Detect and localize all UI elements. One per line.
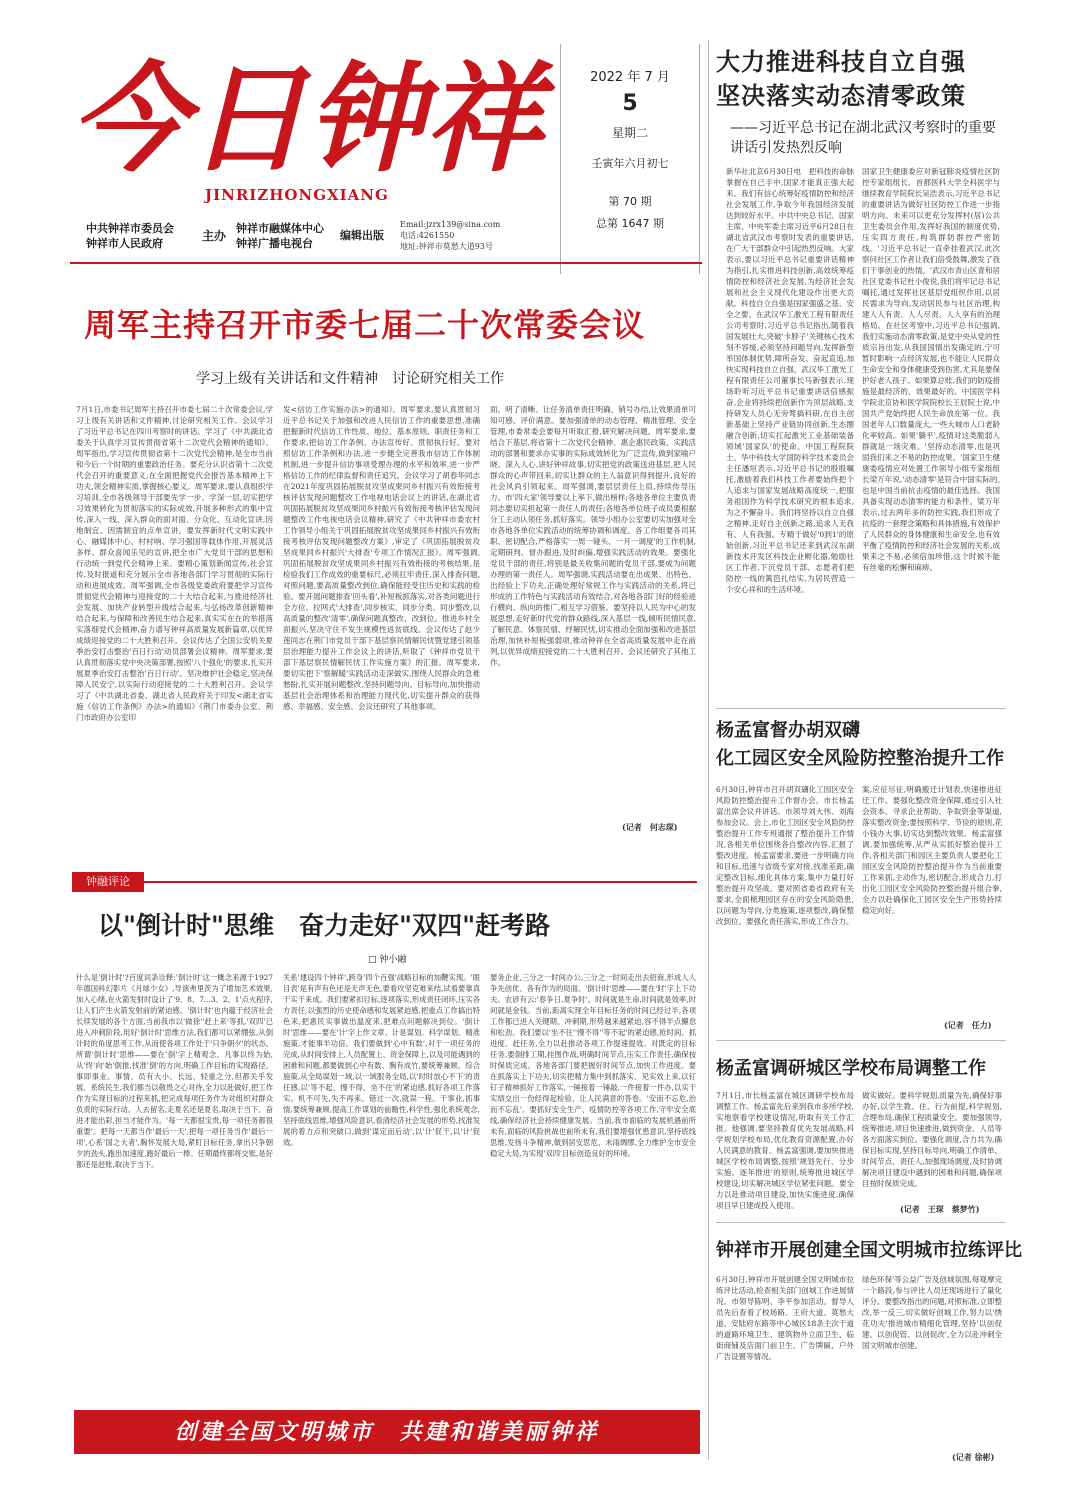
commentary-section-tag: 钟融评论: [72, 872, 144, 892]
masthead-rule: [70, 262, 702, 264]
date-lunar: 壬寅年六月初七: [591, 157, 669, 170]
article4-top-rule: [716, 1222, 1006, 1223]
masthead-pinyin: JINRIZHONGXIANG: [205, 186, 389, 204]
top-right-headline-line2: 坚决落实动态清零政策: [716, 82, 966, 110]
top-right-subhead: ——习近平总书记在湖北武汉考察时的重要讲话引发热烈反响: [730, 120, 996, 156]
commentary-author: □ 钟小融: [368, 955, 407, 965]
top-right-col1: 新华社北京6月30日电 把科技的命脉掌握在自己手中,国家才能真正强大起来。我们有信心统筹好疫情防控和经济社会发展工作,争取今年我国经济发展达到较好水平。中共中央总书记、国家主席、中央军委主席习近平6月28日在湖北省武汉市考察时发表的重要讲话,在广大干部群众中引起热烈反响。大家表示,要以习近平总书记重要讲话精神为指引,扎实推进科技创新,高效统筹疫情防控和经济社会发展,为经济社会发展和社会主义现代化建设作出更大贡献。科技自立自强是国家强盛之基、安全之要。在武汉华工激光工程有限责任公司考察时,习近平总书记指出,随着我国发展壮大,突破'卡脖子'关键核心技术刻不容缓,必须坚持问题导向,发挥新型举国体制优势,障所奋发、奋起直追,加快实现科技自立自强。武汉华工激光工程有限责任公司董事长马新强表示,现场聆听习近平总书记重要讲话倍感振奋,企业将持续把创新作为顶层战略,支持研发人员心无旁骛搞科研,在自主创新基础上坚持产业链协同创新,生态圈融合创新,切实扛起激光工业基础装备领域'国家队'的使命。中国工程院院士、华中科技大学国防科学技术委员会主任潘垣表示,习近平总书记的殷殷嘱托,激励着我们科技工作者要始终把个人追求与国家发展战略高度统一,把服务祖国作为科学技术研究的根本追求,为之不懈奋斗。我们将坚持以自立自强之精神,走好自主创新之路,追求人无我有、人有我强。专精于做好'0到1'的原始创新,习近平总书记还来到武汉东湖新技术开发区科技企业孵化器,勉励社区工作者,下沉党员干部、志愿者们把防控一线的篱笆扎结实,为居民营造一个安心祥和的生活环境。: [726, 167, 854, 594]
lead-col1: 7月1日,市委书记周军主持召开市委七届二十次常委会议,学习上级有关讲话和文件精神,讨论研究相关工作。会议学习了习近平总书记在四川考察时的讲话。学习了《中共湖北省委关于认真学习宣传贯彻省第十二次党代会精神的通知》。周军指出,学习宣传贯彻省第十二次党代会精神,是全市当前和今后一个时期的重要政治任务。要充分认识省第十二次党代会召开的重要意义,在全面把握党代会报告基本精神上下功夫,领会精神实质,掌握核心要义。周军要求,要认真组织学习培训,全市各级领导干部要先学一步、学深一层,切实把学习效果转化为贯彻落实的实际成效,开展多种形式的集中宣传,深入一线、深入群众的面对面、分众化、互动化宣讲,因地制宜、因需制宜的点单宣讲。要发挥新时代文明实践中心、融媒体中心、村村响、学习强国等载体作用,开展灵活多样、群众喜闻乐见的宣讲,把全市广大党员干部的思想和行动统一到党代会精神上来。要精心策划新闻宣传,社会宣传,及时报道和充分展示全市各地各部门学习贯彻的实际行动和进展成效。周军强调,全市各级党委政府要把学习宣传贯彻党代会精神与迎接党的二十大结合起来,与推进经济社会发展、加快产业转型升级结合起来,与弘扬改革创新精神结合起来,与保障和改善民生结合起来,真实实在在的举措落实落细党代会精神,奋力谱写钟祥高质量发展新篇章,以优异成绩迎接党的二十大胜利召开。会议传达了全国公安机关夏季治安打击整治'百日行动'动员部署会议精神。周军要求,要认真贯彻落实党中央决策部署,按照'八个强化'的要求,扎实开展夏季治安打击整治'百日行动'。坚决维护社会稳定,坚决保障人民安宁,以实际行动迎接党的二十大胜利召开。会议学习了《中共湖北省委、湖北省人民政府关于印发<湖北省实施《信访工作条例》办法>的通知》《荆门市委办公室、荆门市政府办公室印: [76, 405, 273, 722]
date-year-month: 2022 年 7 月: [590, 70, 670, 85]
commentary-col1: 什么是'倒计时'?百度词条诠释:'倒计时'这一概念来源于1927年德国科幻影片《月球少女》,导演弗里茨为了增加艺术效果,加入心绪,在火箭发射时设计了'9、8、7...3、2、1'点火程序,让人们产生火箭发射前的紧迫感。'倒计时'也内蕴于经济社会长续发展的各个方面,当前我市以'做徐''赶上来'等抓,'双四'已进入冲刺阶段,用好'倒计时'思维方法,我们都可以紧绷弦,从倒计时的角度思考工作,从而使各项工作处于'只争朝夕'的状态。所谓'倒计时'思维——要在'倒'字上精观念。凡事以终为始,从'终'向'始'倒推,找准'倒'的方向,明确工作目标的实现路径。事即事业。事情、员有大小。长远、轻重之分,但都关乎发展、系统民生,我们都当以敬畏之心对待,全力以赴做好,把工作作为实现目标的过程来抓,把完成每项任务作为对组织对群众负责的实际行动。人去留名,走夏名还是夏名,取决于当下。奋进才能出彩,担当才能作为。'每一天都很宝贵,每一项任务都很重要'。把每一天都当作'最后一天',把每一项任务当作'最后一项',心系'国之大者',胸怀发展大局,紧盯目标任务,拿出只争朝夕的劲头,跑出加速度,跑好最后一棒。任期最终都将交账,是好都还是赶账,取决于当下。: [76, 973, 273, 1169]
dateline-box: [560, 44, 700, 274]
lead-subhead: 学习上级有关讲话和文件精神 讨论研究相关工作: [196, 371, 504, 387]
commentary-rule: [144, 881, 697, 883]
commentary-col2: 关系'建设四个钟祥',跨身'四个百强'战略目标的加鞭实现。'眼目表'是有声有色还是无声无色,要看攻坚克难来结,试看要靠真干实干来成。我们要紧扣目标,逐项落实,形成责任闭环,压实各方责任,以强烈的历史使命感和发展紧迫感,把重点工作搞出特色来,把惠民实事做出温度来,把难点问题解决到位。'倒计时'思维——要在'计'字上作文章。计是谋划。科学谋划、精准施策,才能事半功倍。我们要做到'心中有数',对于一项任务的完成,从时间安排上,人员配置上、资金保障上,以及可能遇到的困难和问题,都要做到心中有数、胸有成竹,要统筹兼顾、综合施策,从全局谋划一域,以一域服务全局,以'时时放心不下'的责任感,以'等不起、慢不得、坐不住'的紧迫感,抓好各项工作落实。机不可失,失不再来。错过一次,就误一程。干事业,抓事情,要统筹兼顾,提高工作谋划的前瞻性,科学性,强化系统观念,坚持底线思维,增强风险意识,看清经济社会发展的形势,找准发展的着力点和突破口,做到'谋定而后动',以'计'促干,以'计'促效。: [283, 973, 480, 1147]
newspaper-logo: [70, 42, 560, 192]
contact-phone: 电话:4261550: [400, 231, 455, 240]
date-weekday: 星期二: [611, 126, 648, 140]
commentary-headline: 以"倒计时"思维 奋力走好"双四"赶考路: [98, 911, 551, 940]
column-divider: [708, 40, 709, 1460]
article3-top-rule: [716, 1040, 1006, 1041]
contact-address: 地址:钟祥市莫愁大道93号: [400, 242, 493, 251]
article2-headline-line2: 化工园区安全风险防控整治提升工作: [716, 748, 1004, 769]
article4-headline: 钟祥市开展创建全国文明城市拉练评比: [716, 1240, 1022, 1261]
article2-byline: (记者 任力): [944, 1020, 992, 1030]
article4-col1: 6月30日,钟祥市开展创建全国文明城市拉练评比活动,检查相关部门创城工作进展情况。市领导陈明、李平参加活动。督导人员先后查看了校场路、王府大道、莫愁大道、安陆府东路等中心城区18条主次干道的道路环境卫生、建筑物外立面卫生、临街商铺及店面门前卫生、广告牌匾、户外广告设置等情况。: [716, 1275, 854, 1361]
commentary-col3: 要务企业,三分之一时间办公,三分之一时间走出去招商,形成人人争先创优、各有作为的局面。'倒计时'思维——要在'时'字上下功夫。农谚有云:'春争日,夏争时'。时间就是生命,时间就是效率,时间就是金钱。当前,距离实现全年目标任务的时间已经过半,各项工作都已进入关键期、冲刺期,形势越来越紧迫,容不得半点懈怠和松劲。我们要以'坐不住''慢不得''等不起'的紧迫感,抢时间、抓进度、赶任务,全力以赴推动各项工作提速提效。对既定的目标任务,要倒排工期,挂图作战,明确时间节点,压实工作责任,确保按时保质完成。各地各部门要把握好时间节点,加快工作进度。要在抓落实上下功夫,切实把精力集中到抓落实、见实效上来,以钉钉子精神抓好工作落实,一锤接着一锤敲,一件接着一件办,以实干实绩交出一份经得起检验、让人民满意的答卷。'安而不忘危,治而不忘乱'。要抓好安全生产、疫情防控等各项工作,守牢安全底线,确保经济社会持续健康发展。当前,我市面临的发展机遇前所未有,面临的风险挑战也前所未有,我们要增强忧患意识,坚持底线思维,发扬斗争精神,做到居安思危、未雨绸缪,全力维护全市安全稳定大局,为实现'双四'目标创造良好的环境。: [490, 973, 696, 1158]
bottom-banner: 创建全国文明城市 共建和谐美丽钟祥: [74, 1410, 700, 1454]
top-right-col2: 国家卫生健康委应对新冠肺炎疫情社区防控专家组组长、首都医科大学全科医学与继续教育学院院长吴浩表示,习近平总书记的重要讲话为做好社区防控工作进一步指明方向。未来可以更充分发挥村(居)公共卫生委员会作用,发挥好我国的制度优势,压实四方责任,构筑群防群控严密防线。'习近平总书记一直牵挂着武汉,此次察问社区工作者让我们倍受鼓舞,激发了我们干事创业的热情。'武汉市青山区青和居社区党委书记杜小俊说,我们将牢记总书记嘱托,通过发挥社区基层党组织作用,以居民需求为导向,发动居民参与社区治理,构建人人有责、人人尽责、人人享有的治理格局。在社区考察中,习近平总书记强调,我们实施动态清零政策,是党中央从党的性质宗旨出发,从我国国情出发确定的,宁可暂时影响一点经济发展,也不能让人民群众生命安全和身体健康受到伤害,尤其是要保护好老人孩子。如果算总账,我们的防疫措施是最经济的、效果最好的。中国医学科学院北京协和医学院院校长王辰院士说,中国共产党始终把人民生命放在第一位。我国老年人口数量庞大,一些大城市人口老龄化率较高。如果'躺平',疫情对这类脆弱人群就是一场灾难。'坚持动态清零,也是巩固我们来之不易的防控成果。'国家卫生健康委疫情应对处置工作领导小组专家组组长梁万年说,'动态清零'是符合中国实际的,也是中国当前抗击疫情的最佳选择。我国具备实现动态清零的能力和条件。梁万年表示,过去两年多的防控实践,我们形成了抗疫的一套理念策略和具体措施,有效保护了人民群众的身体健康和生命安全,也有效平衡了疫情防控和经济社会发展的关系,成果来之不易,必须倍加珍惜,这个时候不能有丝毫的松懈和麻痹。: [862, 167, 1000, 572]
article4-col2: 绿色环保'等公益广告及创城氛围,每观摩完一个路段,参与评比人员还现场进行了量化评分。要整改指出的问题,对照标准,立即整改,举一反三,切实做好创城工作,努力以'绣花功夫'推进城市精细化管理,坚持'以创促建、以创促管、以创促改',全力以赴冲刺全国文明城市创建。: [862, 1275, 1002, 1350]
article4-byline: (记者 徐彬): [952, 1452, 995, 1462]
media-tv: 钟祥广播电视台: [236, 237, 313, 250]
sponsor-government: 钟祥市人民政府: [86, 237, 163, 250]
lead-byline: (记者 何志琛): [622, 822, 678, 832]
publisher-label: 编辑出版: [340, 229, 384, 242]
article3-col1: 7月1日,市长杨孟富在城区调研学校布局调整工作。杨孟富先后来到我市多所学校,实地察看学校建设情况,听取有关工作汇报。他强调,要坚持教育优先发展战略,科学规划学校布局,优化教育资源配置,办好人民满意的教育。杨孟富强调,要加快推进城区学校布局调整,按照'规划先行、分步实施、逐年推进'的原则,统筹推进城区学校建设,切实解决城区学位紧张问题。要全力以赴推动项目建设,加快实施进度,确保项目早日建成投入使用。: [716, 1091, 854, 1210]
logo-calligraphy: 今日钟祥: [70, 49, 543, 188]
article3-col2: 做实做好。要科学规划,质量为先,确保好事办好,以学生教、住、行为前提,科学规划,合理布局,确保工程质量安全。要加强领导,统筹推进,项目快速推进,做到资金、人员等各方面落实到位。要强化调度,合力共为,确保目标实现,坚持目标导向,明确工作清单、时间节点、责任人,加强现场调度,及时协调解决项目建设中遇到的困难和问题,确保项目按时保质完成。: [862, 1091, 1002, 1188]
article3-headline: 杨孟富调研城区学校布局调整工作: [716, 1058, 986, 1079]
article3-byline: (记者 王琛 蔡梦竹): [900, 1204, 980, 1214]
media-center: 钟祥市融媒体中心: [236, 222, 324, 235]
article2-headline-line1: 杨孟富督办胡双礴: [716, 720, 860, 741]
article2-col1: 6月30日,钟祥市召开胡双礴化工园区安全风险防控整治提升工作督办会。市长杨孟富出席会议并讲话。市领导刘大伟、刘海参加会议。会上,市化工园区安全风险防控整治提升工作专班通报了整治提升工作情况,各相关单位围绕各自整改内容,汇报了整改进度。杨孟富要求,要进一步明确方向和目标,迅速与省级专家对接,找准差距,确定整改目标,细化具体方案,集中力量打好整治提升攻坚战。要对照省委省政府有关要求,全面梳理园区存在的安全风险隐患,以问题为导向,分类施策,逐项整改,确保整改到位。要强化责任落实,形成工作合力。: [716, 785, 854, 926]
lead-headline: 周军主持召开市委七届二十次常委会议: [84, 306, 646, 344]
article2-col2: 案,应征尽征,明确搬迁计划表,快速推进征迁工作。要强化整改资金保障,通过引入社会资本、寻求企业帮助、争取资金等渠道,落实整改资金;要按照科学、节俭的原则,花小钱办大事,切实达到整改效果。杨孟富强调,要加强统筹,从严从实抓好整治提升工作,各相关部门和园区主要负责人要把化工园区安全风险防控整治提升作为当前重要工作来抓,主动作为,密切配合,形成合力,打出化工园区安全风险防控整治提升组合拳,全力以赴确保化工园区安全生产形势持续稳定向好。: [862, 785, 1002, 915]
sponsor-party-committee: 中共钟祥市委员会: [86, 222, 174, 235]
contact-email: Email:jzrx139@sina.com: [400, 220, 501, 229]
article2-top-rule: [716, 708, 1006, 709]
date-day: 5: [622, 91, 638, 116]
sponsor-label: 主办: [202, 229, 227, 243]
contact-info: [400, 219, 500, 252]
issue-number: 第 70 期: [608, 195, 652, 208]
sponsor-names: [86, 221, 174, 251]
total-issue-number: 总第 1647 期: [596, 217, 664, 230]
lead-col2: 发<信访工作实施办法>的通知》。周军要求,要认真贯彻习近平总书记关于加强和改进人民信访工作的重要思想,准确把握新时代信访工作性质、地位、基本原则、职责任务和工作要求,把信访工作条例、办法宣传好、贯彻执行好。要对照信访工作条例和办法,进一步健全完善我市信访工作体制机制,进一步提升信访事项受理办理的水平和效率,进一步严格信访工作的纪律监督和责任追究。会议学习了胡春华同志在2021年度巩固拓展脱贫攻坚成果同乡村振兴有效衔接考核评估发现问题整改工作电视电话会议上的讲话,在湖北省巩固拓展脱贫攻坚成果同乡村振兴有效衔接考核评估发现问题整改工作电视电话会议精神,研究了《中共钟祥市委农村工作领导小组关于巩固拓展脱贫攻坚成果同乡村振兴有效衔接考核评估发现问题整改方案》,审定了《巩固拓展脱贫攻坚成果同乡村振兴'大排查'专项工作情况汇报》。周军强调,巩固拓展脱贫攻坚成果同乡村振兴有效衔接的考核结果,是检验我们工作成效的重要标尺,必须扛牢责任,深入排查问题,对照问题,要高质量整改到位,确保能经受住历史和实践的检验。要开展问题排查'回头看',补短板抓落实,对各类问题进行全方位、拉网式'大排查',同步核实、同步分类、同步整改,以高质量的整改'清零',确保问题真整改、改到位。推进乡村全面振兴,坚决守住不发生规模性返贫底线。会议传达了赵少莲同志在荆门市党员干部下基层察民情解民忧暨党建引领基层治理能力提升工作会议上的讲话,听取了《钟祥市党员干部下基层察民情解民忧工作实施方案》的汇报。周军要求,要切实把下'察解暖'实践活动走深做实,围绕人民群众的急难愁盼,扎实开展问题整改,坚持问题导向、目标导向,加快推动基层社会治理体系和治理能力现代化,切实提升群众的获得感、幸福感、安全感。会议还研究了其他事项。: [283, 405, 480, 711]
top-right-headline-line1: 大力推进科技自立自强: [716, 48, 966, 76]
media-names: [236, 221, 324, 251]
lead-col3: 面、明了清晰、让任务清单责任明确、销号办结,让效果清单可知可感、评价满意。要加强清单的动态管理、精准管理、安全管理,市委常委会要每月听取汇报,研究解决问题。周军要求,要结合下基层,将省第十二次党代会精神、惠企惠民政策、实践活动的部署和要求办实事的实际成效转化为广泛宣传,做到家喻户晓、深入人心,讲好钟祥故事,切实把党的政策送进基层,把人民群众的心声带回来,切实让群众的主人翁意识得到提升,良好的社会风尚引领起来。周军强调,要层层责任上肩,持续传导压力。市'四大家'领导要以上率下,做出榜样;各地各单位主要负责同志要切实担起第一责任人的责任;各地各单位班子成员要根据分工主动认领任务,抓好落实。领导小组办公室要切实加强对全市各地各单位实践活动的统筹协调和调度。各工作组要各司其职、密切配合,严格落实'一周一碰头、一月一调度'的工作机制,定期研判、督办跟进,及时纠偏,增强实践活动的效果。要强化党员干部的责任,将别是最关收集问题的党员干部,要成为问题办理的第一责任人。周军强调,实践活动要在出成果、出特色、出经验上下功夫,正确处理好常规工作与实践活动的关系,将已形成的工作特色与实践活动有效结合,对各地各部门好的经验进行横向、纵向的推广,相互学习借鉴。要坚持以人民为中心的发展思想,走好新时代党的群众路线,深入基层一线,倾听民情民意,了解民意、体察民情、纾解民忧,切实推动全面加强和改进基层治理,加快补短板强弱项,推动钟祥在全省高质量发展中走在前列,以优异成绩迎接党的二十大胜利召开。会议还研究了其他工作。: [490, 405, 696, 667]
